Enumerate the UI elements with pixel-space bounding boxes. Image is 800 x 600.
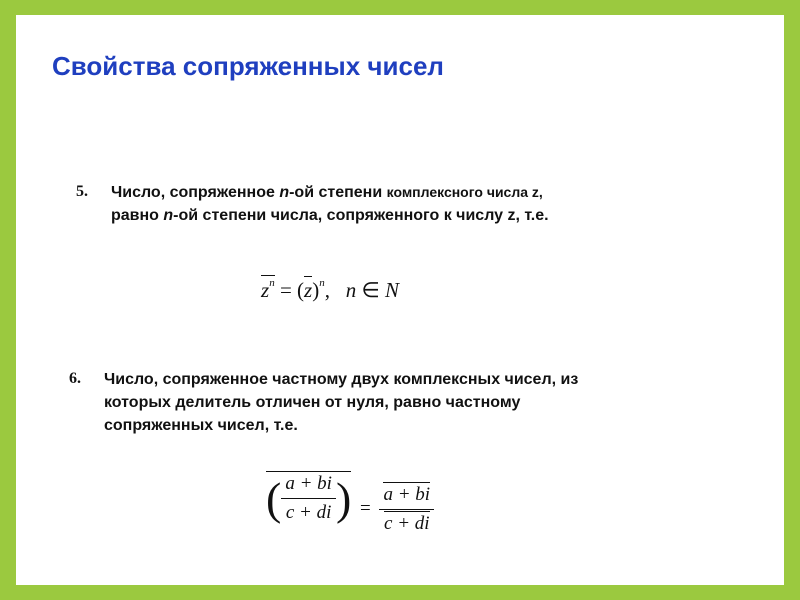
conj-z-power: $z^n$ [261,277,275,302]
slide-title: Свойства сопряженных чисел [52,51,444,81]
formula-conjugate-quotient: ( $\frac{a + bi}{c + di}$ ) = $\frac{a + bi}{c + di}$ [266,473,434,535]
conj-z: z [304,278,313,302]
slide [16,15,784,585]
item-6-line1: Число, сопряженное частному двух комплексных чисел, из [104,371,579,388]
item-6-number: 6. [69,370,81,387]
item-5-line1: Число, сопряженное n-ой степени комплексного числа z, [111,184,543,201]
item-5-text [111,181,751,227]
conj-quotient-rhs: $\frac{a + bi}{c + di}$ [379,484,434,535]
item-6-text [104,368,754,437]
item-5-line2: равно n-ой степени числа, сопряженного к числу z, т.е. [111,207,549,224]
item-6-line2: которых делитель отличен от нуля, равно частному [104,394,521,411]
conj-quotient-lhs: ( $\frac{a + bi}{c + di}$ ) [266,472,352,524]
item-5-number: 5. [76,183,88,200]
item-6-line3: сопряженных чисел, т.е. [104,417,298,434]
formula-conjugate-power: $z^n = (z)^n$, n ∈ N [261,277,400,302]
